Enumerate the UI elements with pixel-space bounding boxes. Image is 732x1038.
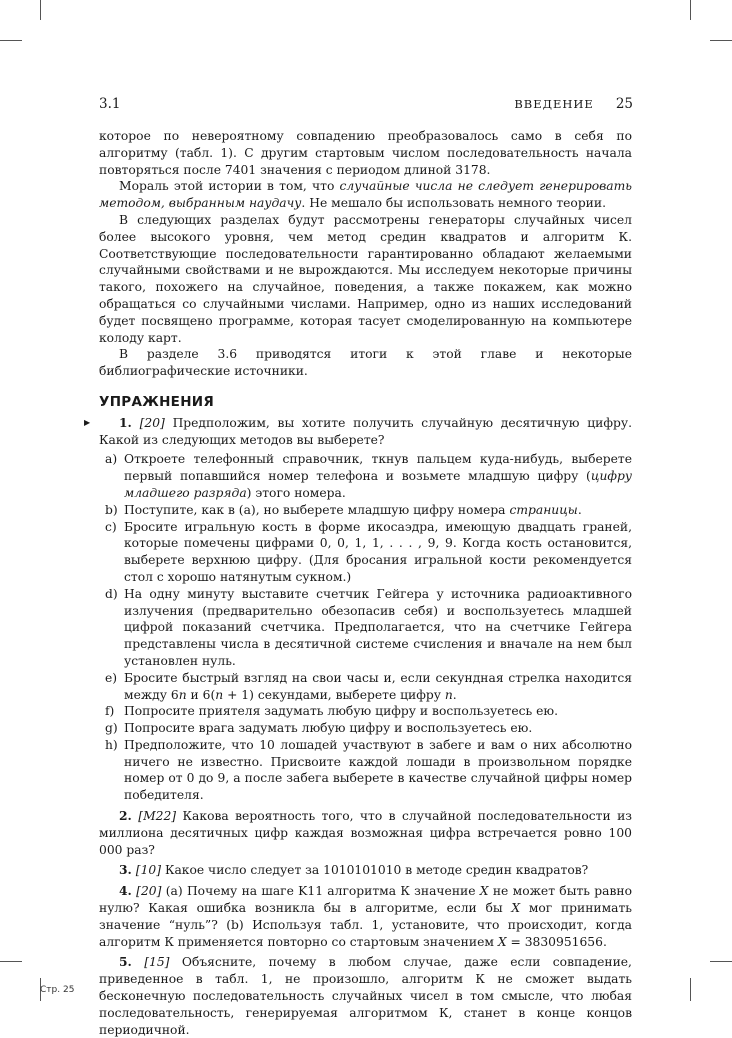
page-footer: Стр. 25	[40, 985, 75, 995]
crop-mark-top-right	[690, 0, 691, 20]
exercise-rating: [20]	[139, 415, 165, 430]
option-b: b) Поступите, как в (a), но выберете младшую цифру номера страницы.	[105, 502, 582, 517]
option-d: d) На одну минуту выставите счетчик Гейгера у источника радиоактивного излучения (предварительно обезопасив себя) и воспользуетесь младшей цифрой показаний счетчика. Предполагается, что на счетчике Гейгера представлены числа в десятичной системе счисления и вначале на нем был установлен нуль.	[105, 586, 632, 668]
crop-mark-bottom-left-h	[0, 961, 22, 962]
paragraph-continuation: которое по невероятному совпадению преобразовалось само в себя по алгоритму (табл. 1). С другим стартовым числом последовательность начала повторяться после 7401 значения с периодом длиной 3178.	[99, 129, 632, 177]
paragraph-section-ref: В разделе 3.6 приводятся итоги к этой главе и некоторые библиографические источники.	[99, 347, 632, 379]
exercise-1	[84, 414, 632, 804]
option-c: c) Бросите игральную кость в форме икосаэдра, имеющую двадцать граней, которые помечены цифрами 0, 0, 1, 1, . . . , 9, 9. Когда кость остановится, выберете верхнюю цифру. (Для бросания игральной кости рекомендуется стол с хорошо натянутым сукном.)	[105, 519, 632, 584]
option-a: a) Откроете телефонный справочник, ткнув пальцем куда-нибудь, выберете первый попавшийся номер телефона и возьмете младшую цифру (цифру младшего разряда) этого номера.	[105, 452, 632, 500]
option-e: e) Бросите быстрый взгляд на свои часы и, если секундная стрелка находится между 6n и 6(n + 1) секундами, выберете цифру n.	[105, 670, 632, 702]
paragraph-generators: В следующих разделах будут рассмотрены генераторы случайных чисел более высокого уровня, чем метод средин квадратов и алгоритм К. Соответствующие последовательности гарантированно обладают желаемыми случайными свойствами и не вырождаются. Мы исследуем некоторые причины такого, похожего на случайное, поведения, а также покажем, как можно обращаться со случайными числами. Например, одно из наших исследований будет посвящено программе, которая тасует смоделированную на компьютере колоду карт.	[99, 212, 632, 345]
exercise-3: 3. [10] Какое число следует за 1010101010 в методе средин квадратов?	[119, 862, 589, 878]
page-number: 25	[615, 96, 633, 112]
paragraph-moral: Мораль этой истории в том, что случайные числа не следует генерировать методом, выбранным наудачу. Не мешало бы использовать немного теории.	[99, 179, 632, 211]
exercise-text: Предположим, вы хотите получить случайную десятичную цифру. Какой из следующих методов вы выберете?	[99, 415, 632, 447]
option-h: h) Предположите, что 10 лошадей участвуют в забеге и вам о них абсолютно ничего не известно. Присвоите каждой лошади в произвольном порядке номер от 0 до 9, а после забега выберете в качестве случайной цифры номер победителя.	[105, 737, 632, 803]
triangle-marker-icon: ▶	[84, 417, 91, 427]
exercise-4: 4. [20] (a) Почему на шаге K11 алгоритма К значение X не может быть равно нулю? Какая ошибка возникла бы в алгоритме, если бы X мог принимать значение “нуль”? (b) Используя табл. 1, установите, что происходит, когда алгоритм К применяется повторно со стартовым значением X = 3830951656.	[99, 883, 633, 949]
crop-mark-bottom-right-h	[710, 961, 732, 962]
crop-mark-bottom-right	[690, 978, 691, 1001]
crop-mark-top-left	[40, 0, 41, 20]
exercise-1-options	[99, 451, 632, 804]
exercise-2: 2. [M22] Какова вероятность того, что в случайной последовательности из миллиона десятичных цифр каждая возможная цифра встречается ровно 100 000 раз?	[99, 808, 632, 857]
option-f: f) Попросите приятеля задумать любую цифру и воспользуетесь ею.	[105, 704, 559, 719]
exercise-number: 1.	[119, 414, 132, 430]
moral-emphasis: случайные числа не следует генерировать методом, выбранным наудачу	[99, 179, 632, 211]
exercises-heading: УПРАЖНЕНИЯ	[99, 393, 215, 410]
option-g: g) Попросите врага задумать любую цифру и воспользуетесь ею.	[105, 721, 533, 736]
section-number: 3.1	[99, 96, 121, 112]
chapter-title: ВВЕДЕНИЕ	[514, 97, 594, 111]
exercise-5: 5. [15] Объясните, почему в любом случае, даже если совпадение, приведенное в табл. 1, не произошло, алгоритм К не сможет выдать бесконечную последовательность случайных чисел в том смысле, что любая последовательность, генерируемая алгоритмом К, станет в конце концов периодичной.	[99, 954, 632, 1037]
crop-mark-top-right-h	[710, 40, 732, 41]
crop-mark-top-left-h	[0, 40, 22, 41]
page-body	[84, 128, 633, 1038]
running-header	[99, 94, 633, 114]
